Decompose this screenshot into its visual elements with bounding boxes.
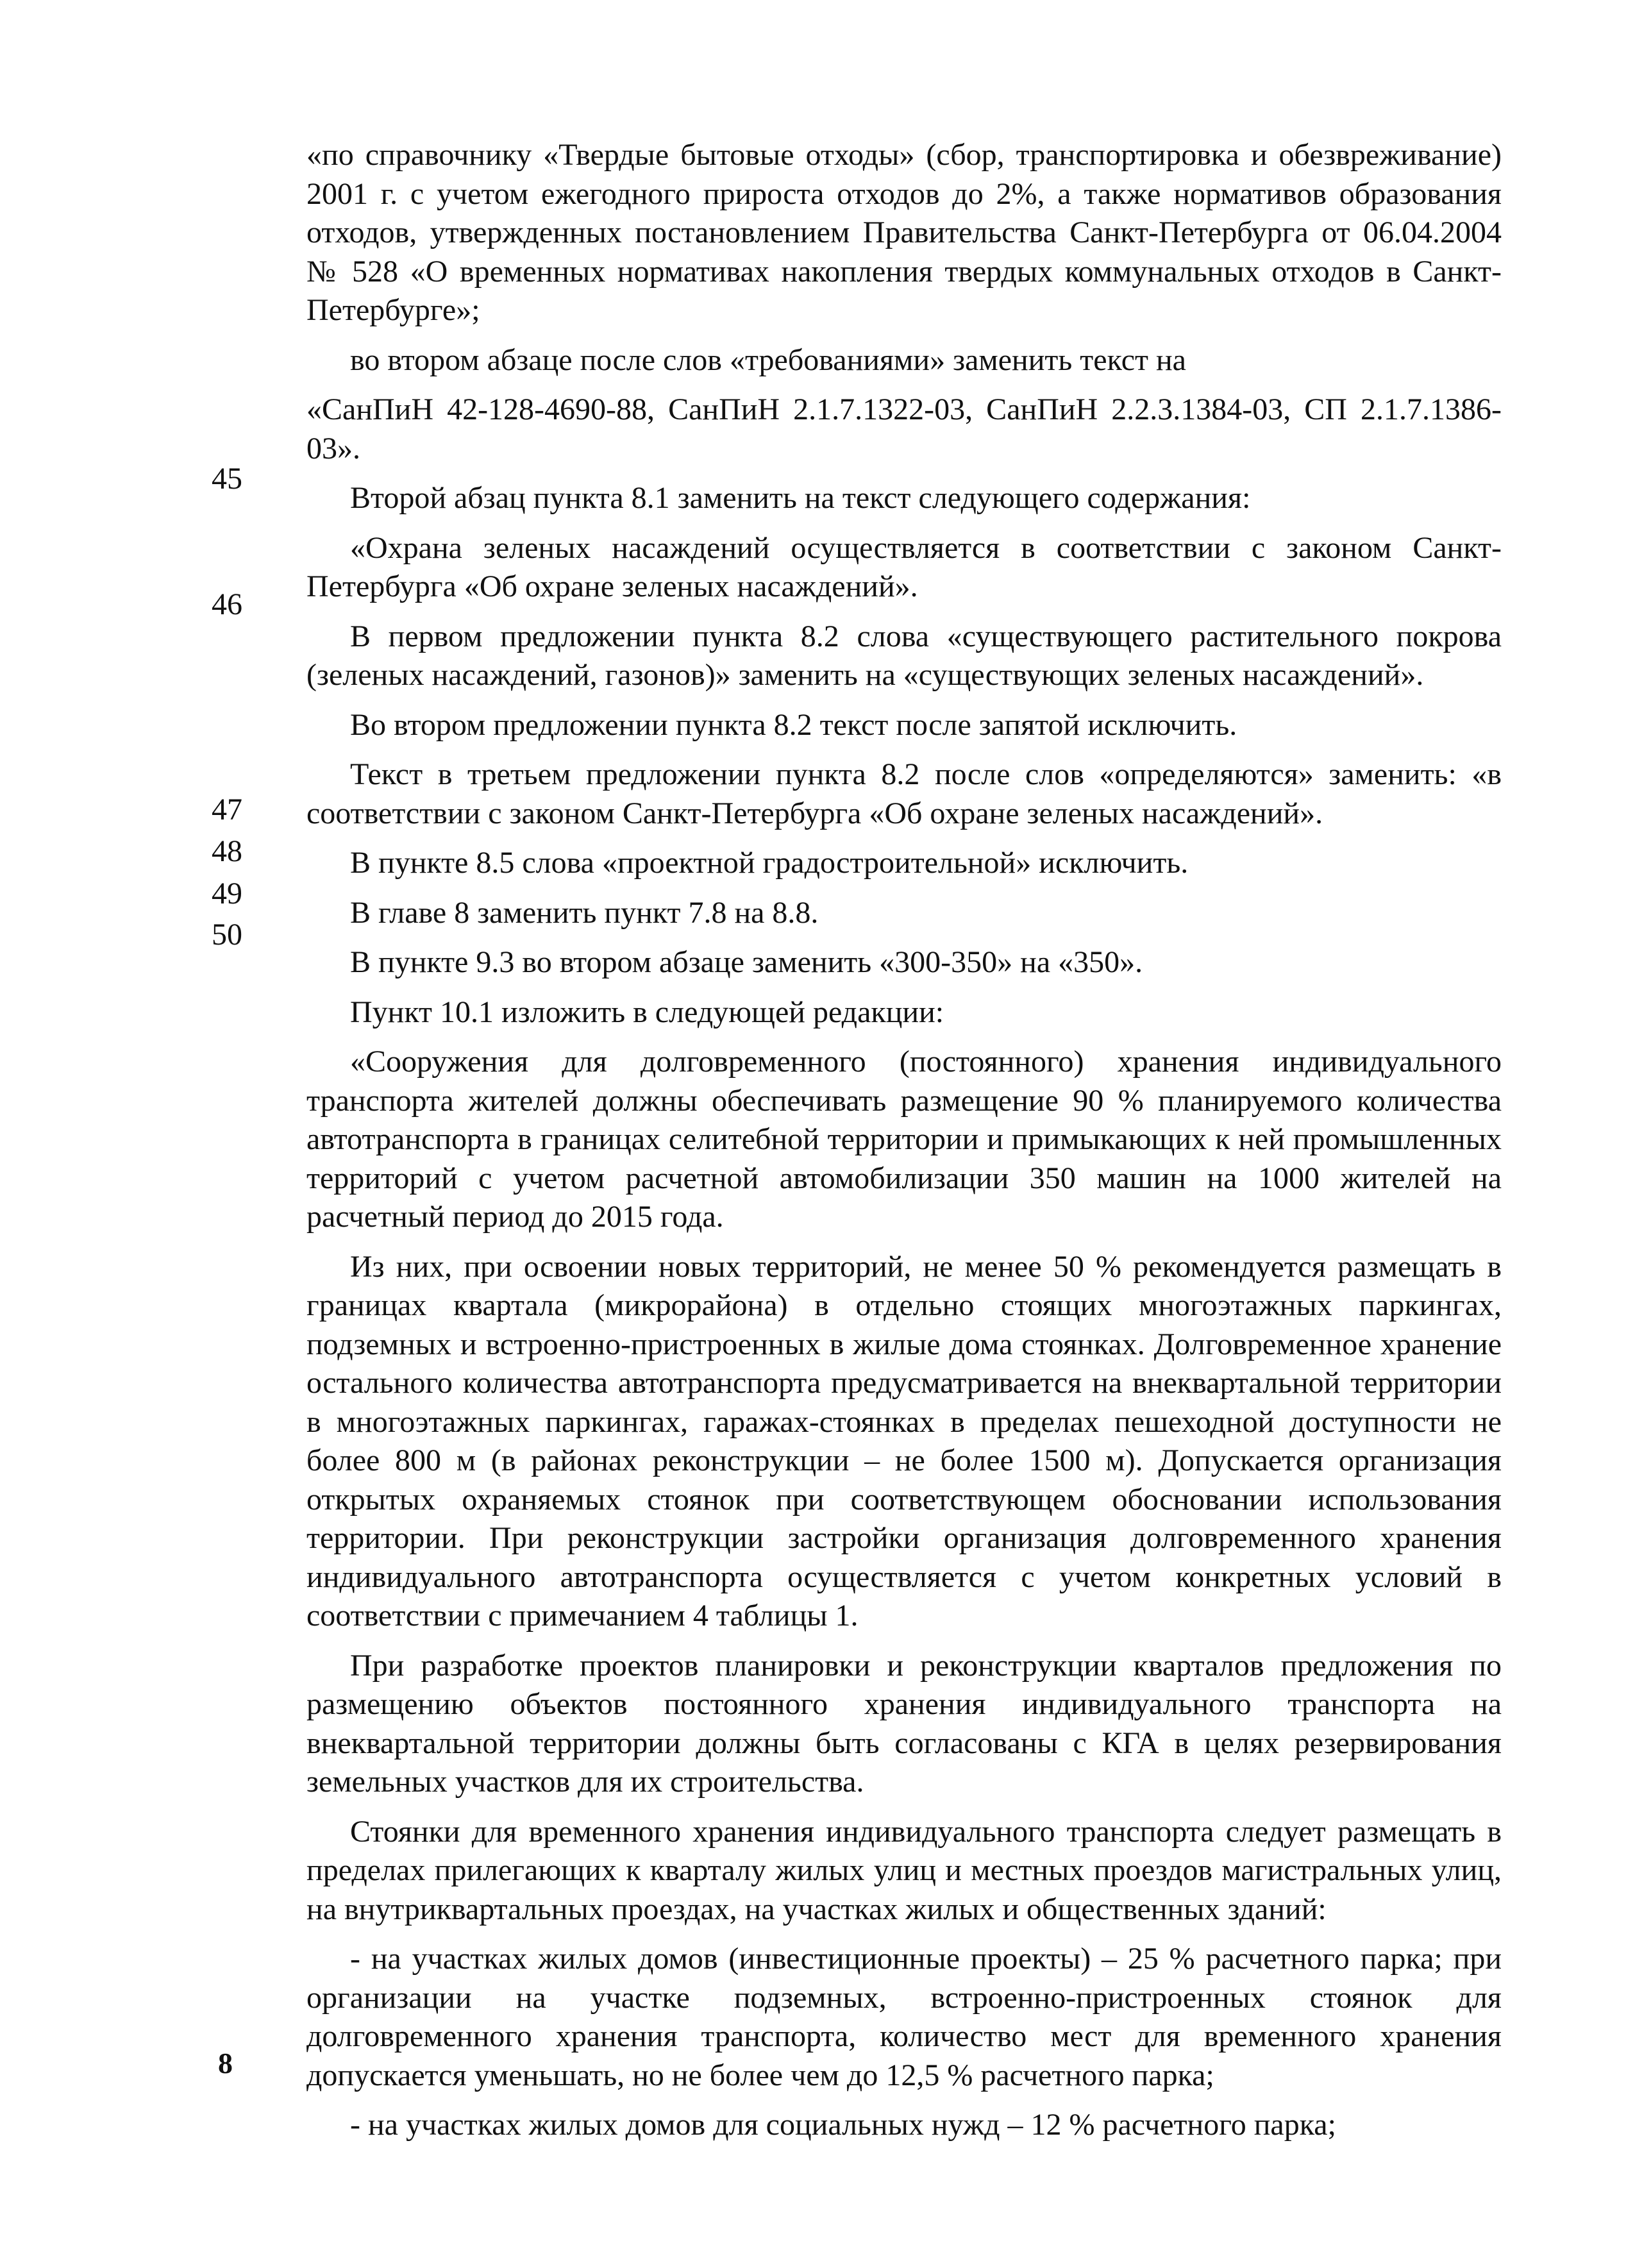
paragraph-item-48: В главе 8 заменить пункт 7.8 на 8.8. xyxy=(350,895,819,930)
paragraph-item-45: Второй абзац пункта 8.1 заменить на текст следующего содержания: xyxy=(350,481,1251,515)
item-number-47: 47 xyxy=(212,793,242,827)
paragraph-temporary-parking: Стоянки для временного хранения индивидуального транспорта следует размещать в пределах прилегающих к кварталу жилых улиц и местных проездов магистральных улиц, на внутриквартальных проездах, на участках жилых и общественных зданий: xyxy=(306,1814,1502,1926)
paragraph-long-term-storage: «Сооружения для долговременного (постоянного) хранения индивидуального транспорта жителей должны обеспечивать размещение 90 % планируемого количества автотранспорта в границах селитебной территории и примыкающих к ней промышленных территорий с учетом расчетной автомобилизации 350 машин на 1000 жителей на расчетный период до 2015 года. xyxy=(306,1045,1502,1234)
list-item-investment-homes: - на участках жилых домов (инвестиционные проекты) – 25 % расчетного парка; при организации на участке подземных, встроенно-пристроенных стоянок для долговременного хранения транспорта, количество мест для временного хранения допускается уменьшать, но не более чем до 12,5 % расчетного парка; xyxy=(306,1942,1502,2092)
paragraph-item-50: Пункт 10.1 изложить в следующей редакции: xyxy=(350,995,944,1029)
paragraph-third-sentence: Текст в третьем предложении пункта 8.2 после слов «определяются» заменить: «в соответствии с законом Санкт-Петербурга «Об охране зеленых насаждений». xyxy=(306,757,1502,830)
paragraph-second-sentence: Во втором предложении пункта 8.2 текст после запятой исключить. xyxy=(350,707,1237,742)
paragraph-item-49: В пункте 9.3 во втором абзаце заменить «300-350» на «350». xyxy=(350,945,1143,979)
item-number-50: 50 xyxy=(212,918,242,952)
item-number-48: 48 xyxy=(212,834,242,868)
paragraph-item-46: В первом предложении пункта 8.2 слова «существующего растительного покрова (зеленых насаждений, газонов)» заменить на «существующих зеленых насаждений». xyxy=(306,619,1502,692)
paragraph-reference-handbook: «по справочнику «Твердые бытовые отходы» (сбор, транспортировка и обезвреживание) 2001 г. с учетом ежегодного прироста отходов до 2%, а также нормативов образования отходов, утвержденных постановлением Правительства Санкт-Петербурга от 06.04.2004 № 528 «О временных нормативах накопления твердых коммунальных отходов в Санкт-Петербурге»; xyxy=(306,138,1502,327)
page-number: 8 xyxy=(218,2047,233,2079)
paragraph-sanpin-list: «СанПиН 42-128-4690-88, СанПиН 2.1.7.1322-03, СанПиН 2.2.3.1384-03, СП 2.1.7.1386-03». xyxy=(306,392,1502,466)
paragraph-planning-projects: При разработке проектов планировки и реконструкции кварталов предложения по размещению объектов постоянного хранения индивидуального транспорта на внеквартальной территории должны быть согласованы с КГА в целях резервирования земельных участков для их строительства. xyxy=(306,1648,1502,1799)
list-item-social-homes: - на участках жилых домов для социальных нужд – 12 % расчетного парка; xyxy=(350,2108,1336,2142)
item-number-46: 46 xyxy=(212,587,242,621)
paragraph-green-protection: «Охрана зеленых насаждений осуществляется в соответствии с законом Санкт-Петербурга «Об охране зеленых насаждений». xyxy=(306,530,1502,603)
item-number-49: 49 xyxy=(212,877,242,911)
document-body xyxy=(306,136,1502,2145)
item-number-45: 45 xyxy=(212,462,242,496)
paragraph-new-territories: Из них, при освоении новых территорий, не менее 50 % рекомендуется размещать в границах квартала (микрорайона) в отдельно стоящих многоэтажных паркингах, подземных и встроенно-пристроенных в жилые дома стоянках. Долговременное хранение остального количества автотранспорта предусматривается на внеквартальной территории в многоэтажных паркингах, гаражах-стоянках в пределах пешеходной доступности не более 800 м (в районах реконструкции – не более 1500 м). Допускается организация открытых охраняемых стоянок при соответствующем обосновании использования территории. При реконструкции застройки организация долговременного хранения индивидуального автотранспорта осуществляется с учетом конкретных условий в соответствии с примечанием 4 таблицы 1. xyxy=(306,1249,1502,1633)
paragraph-second-abzac: во втором абзаце после слов «требованиями» заменить текст на xyxy=(350,342,1186,377)
paragraph-item-47: В пункте 8.5 слова «проектной градостроительной» исключить. xyxy=(350,846,1189,880)
